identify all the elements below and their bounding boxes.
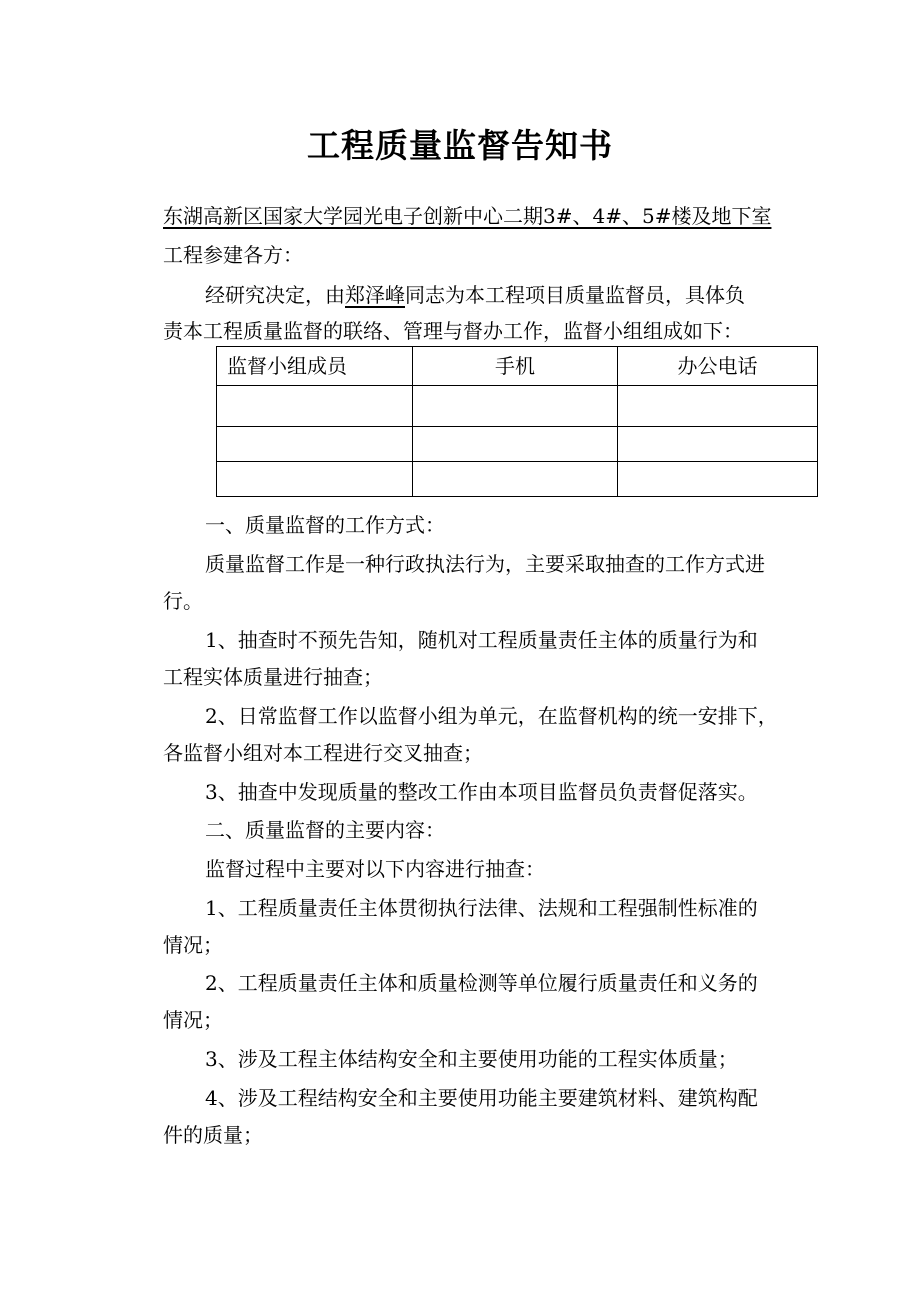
- section2-item3: 3、涉及工程主体结构安全和主要使用功能的工程实体质量；: [205, 1047, 738, 1071]
- section1-item3: 3、抽查中发现质量的整改工作由本项目监督员负责督促落实。: [205, 780, 758, 804]
- section1-para-line-1: 质量监督工作是一种行政执法行为，主要采取抽查的工作方式进: [205, 552, 765, 576]
- section1-item1-line-2: 工程实体质量进行抽查；: [163, 665, 383, 689]
- section1-item2-line-1: 2、日常监督工作以监督小组为单元，在监督机构的统一安排下，: [205, 704, 778, 728]
- table-cell: [618, 427, 818, 462]
- table-header-row: [217, 347, 818, 386]
- table-row: [217, 427, 818, 462]
- addressee: 工程参建各方：: [163, 243, 303, 267]
- project-name: 东湖高新区国家大学园光电子创新中心二期3#、4#、5#楼及地下室: [163, 204, 772, 228]
- section2-item2-line-1: 2、工程质量责任主体和质量检测等单位履行质量责任和义务的: [205, 971, 758, 995]
- supervision-team-table: [216, 346, 818, 497]
- table-cell: [413, 462, 618, 497]
- table-cell: [413, 386, 618, 427]
- section1-item1-line-1: 1、抽查时不预先告知，随机对工程质量责任主体的质量行为和: [205, 628, 758, 652]
- section2-item1-line-2: 情况；: [163, 933, 223, 957]
- intro-suffix: 同志为本工程项目质量监督员，具体负: [405, 283, 745, 307]
- table-row: [217, 386, 818, 427]
- section2-heading: 二、质量监督的主要内容：: [205, 818, 445, 842]
- table-cell: [618, 462, 818, 497]
- section2-item2-line-2: 情况；: [163, 1008, 223, 1032]
- table-cell: [217, 427, 413, 462]
- table-cell: [217, 462, 413, 497]
- intro-line-2: 责本工程质量监督的联络、管理与督办工作，监督小组组成如下：: [163, 319, 743, 343]
- section1-item2-line-2: 各监督小组对本工程进行交叉抽查；: [163, 741, 483, 765]
- header-mobile: 手机: [413, 347, 618, 386]
- section2-item1-line-1: 1、工程质量责任主体贯彻执行法律、法规和工程强制性标准的: [205, 896, 758, 920]
- intro-prefix: 经研究决定，由: [205, 283, 345, 307]
- section1-para-line-2: 行。: [163, 589, 203, 613]
- intro-line-1: [205, 280, 745, 310]
- section2-item4-line-1: 4、涉及工程结构安全和主要使用功能主要建筑材料、建筑构配: [205, 1086, 758, 1110]
- page-title: 工程质量监督告知书: [307, 126, 613, 165]
- section2-item4-line-2: 件的质量；: [163, 1123, 263, 1147]
- supervisor-name: 郑泽峰: [345, 283, 405, 307]
- table-row: [217, 462, 818, 497]
- header-office-phone: 办公电话: [618, 347, 818, 386]
- header-member: 监督小组成员: [217, 347, 413, 386]
- section1-heading: 一、质量监督的工作方式：: [205, 513, 445, 537]
- section2-intro: 监督过程中主要对以下内容进行抽查：: [205, 857, 545, 881]
- table-cell: [413, 427, 618, 462]
- table-cell: [217, 386, 413, 427]
- table-cell: [618, 386, 818, 427]
